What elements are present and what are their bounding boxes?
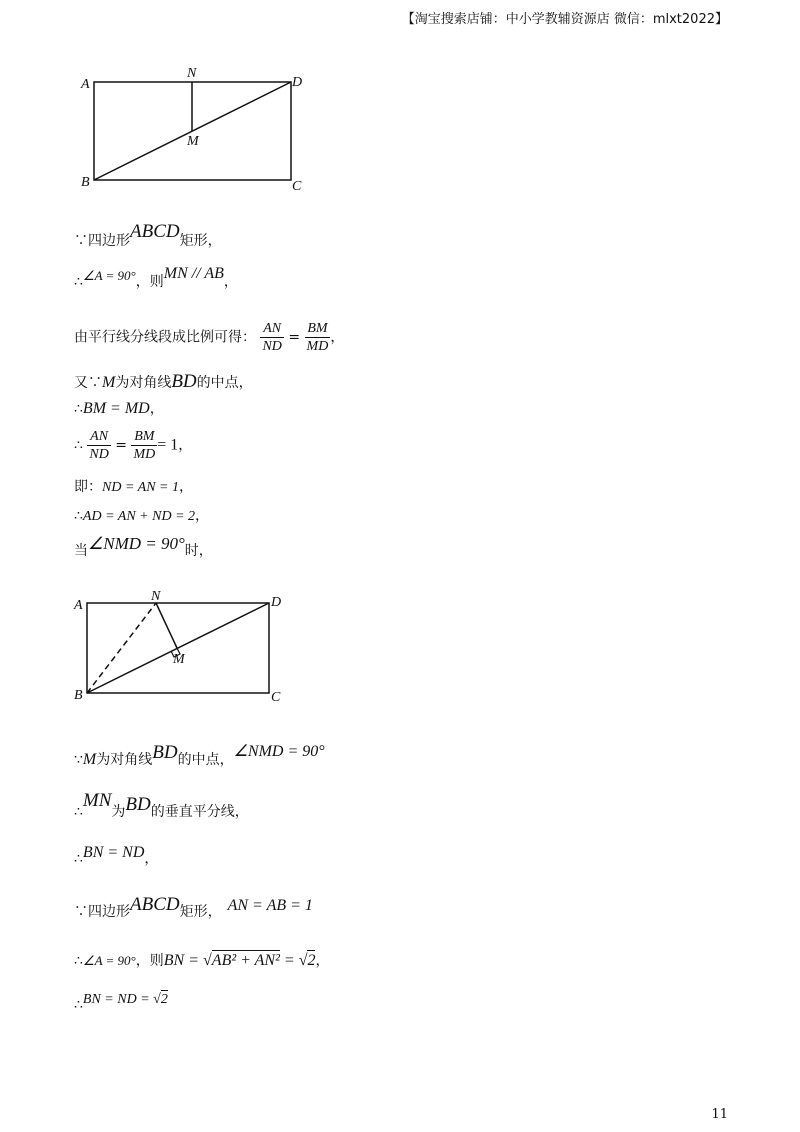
line-10: ∵M为对角线BD的中点，∠NMD = 90° — [74, 742, 325, 768]
line-11: ∴MN为BD的垂直平分线， — [74, 790, 249, 820]
figure-rectangle-2 — [70, 588, 295, 708]
label-m: M — [187, 134, 199, 149]
label-m: M — [173, 652, 185, 667]
label-c: C — [271, 690, 281, 705]
fraction-an-nd-2: $\frac{AN}{ND}$ — [89, 429, 109, 462]
page-number: 11 — [711, 1107, 728, 1122]
label-b: B — [74, 688, 83, 703]
fraction-bm-md-2: $\frac{BM}{MD}$ — [133, 429, 156, 462]
label-n: N — [151, 589, 161, 604]
line-6: ∴ $\frac{AN}{ND}$ = $\frac{BM}{MD}$ = 1， — [74, 429, 193, 462]
line-14: ∴∠A = 90°，则BN = √AB² + AN² = √2， — [74, 952, 330, 969]
label-a: A — [74, 598, 83, 613]
figure-rectangle-1 — [70, 62, 320, 197]
line-7: 即：ND = AN = 1， — [74, 479, 193, 495]
line-5: ∴BM = MD， — [74, 400, 164, 417]
line-4: 又∵M为对角线BD的中点， — [74, 371, 253, 392]
line-15: ∴BN = ND = √2 — [74, 992, 168, 1013]
page-header: 【淘宝搜索店铺：中小学教辅资源店 微信：mlxt2022】 — [401, 12, 728, 27]
label-a: A — [81, 77, 90, 92]
label-b: B — [81, 175, 90, 190]
line-12: ∴BN = ND， — [74, 844, 159, 867]
fraction-bm-md: $\frac{BM}{MD}$ — [306, 321, 329, 354]
line-9: 当∠NMD = 90°时， — [74, 534, 213, 559]
line-1: ∵四边形ABCD矩形， — [74, 221, 222, 249]
label-c: C — [292, 179, 302, 194]
fraction-an-nd: $\frac{AN}{ND}$ — [262, 321, 282, 354]
label-d: D — [271, 595, 282, 610]
line-2: ∴∠A = 90°，则MN // AB， — [74, 265, 238, 290]
label-d: D — [292, 75, 303, 90]
line-8: ∴AD = AN + ND = 2， — [74, 508, 210, 524]
line-13: ∵四边形ABCD矩形， AN = AB = 1 — [74, 894, 313, 920]
line-3: 由平行线分线段成比例可得： $\frac{AN}{ND}$ = $\frac{BM}{MD}$ ， — [74, 321, 345, 354]
label-n: N — [187, 66, 197, 81]
